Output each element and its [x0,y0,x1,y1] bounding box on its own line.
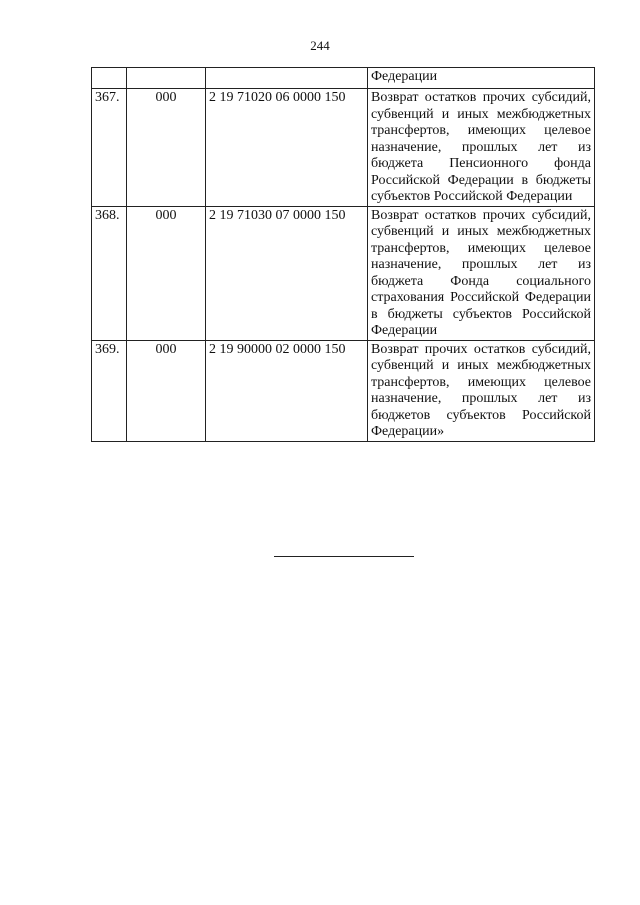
row-number-cell: 368. [92,206,127,340]
table-row [92,340,595,441]
page-number: 244 [310,38,330,53]
budget-code-cell: 2 19 71020 06 0000 150 [206,89,368,207]
row-name-cell: Возврат остатков прочих субсидий, субвенций и иных межбюджетных трансфертов, имеющих целевое назначение, прошлых лет из бюджета Пенсионного фонда Российской Федерации в бюджеты субъектов Российской Федерации [368,89,595,207]
row-number-cell [92,68,127,89]
admin-code-cell [127,68,206,89]
table-row [92,206,595,340]
table-row [92,89,595,207]
admin-code-cell: 000 [127,89,206,207]
budget-classification-table [91,67,595,442]
admin-code-cell: 000 [127,206,206,340]
table-row-continuation [92,68,595,89]
budget-code-cell: 2 19 90000 02 0000 150 [206,340,368,441]
row-number-cell: 367. [92,89,127,207]
admin-code-cell: 000 [127,340,206,441]
row-number-cell: 369. [92,340,127,441]
row-name-cell: Возврат остатков прочих субсидий, субвенций и иных межбюджетных трансфертов, имеющих целевое назначение, прошлых лет из бюджета Фонда социального страхования Российской Федерации в бюджеты субъектов Российской Федерации [368,206,595,340]
row-name-cell: Возврат прочих остатков субсидий, субвенций и иных межбюджетных трансфертов, имеющих целевое назначение, прошлых лет из бюджетов субъектов Российской Федерации» [368,340,595,441]
end-of-document-rule [274,556,414,557]
budget-code-cell [206,68,368,89]
row-name-cell: Федерации [368,68,595,89]
budget-code-cell: 2 19 71030 07 0000 150 [206,206,368,340]
